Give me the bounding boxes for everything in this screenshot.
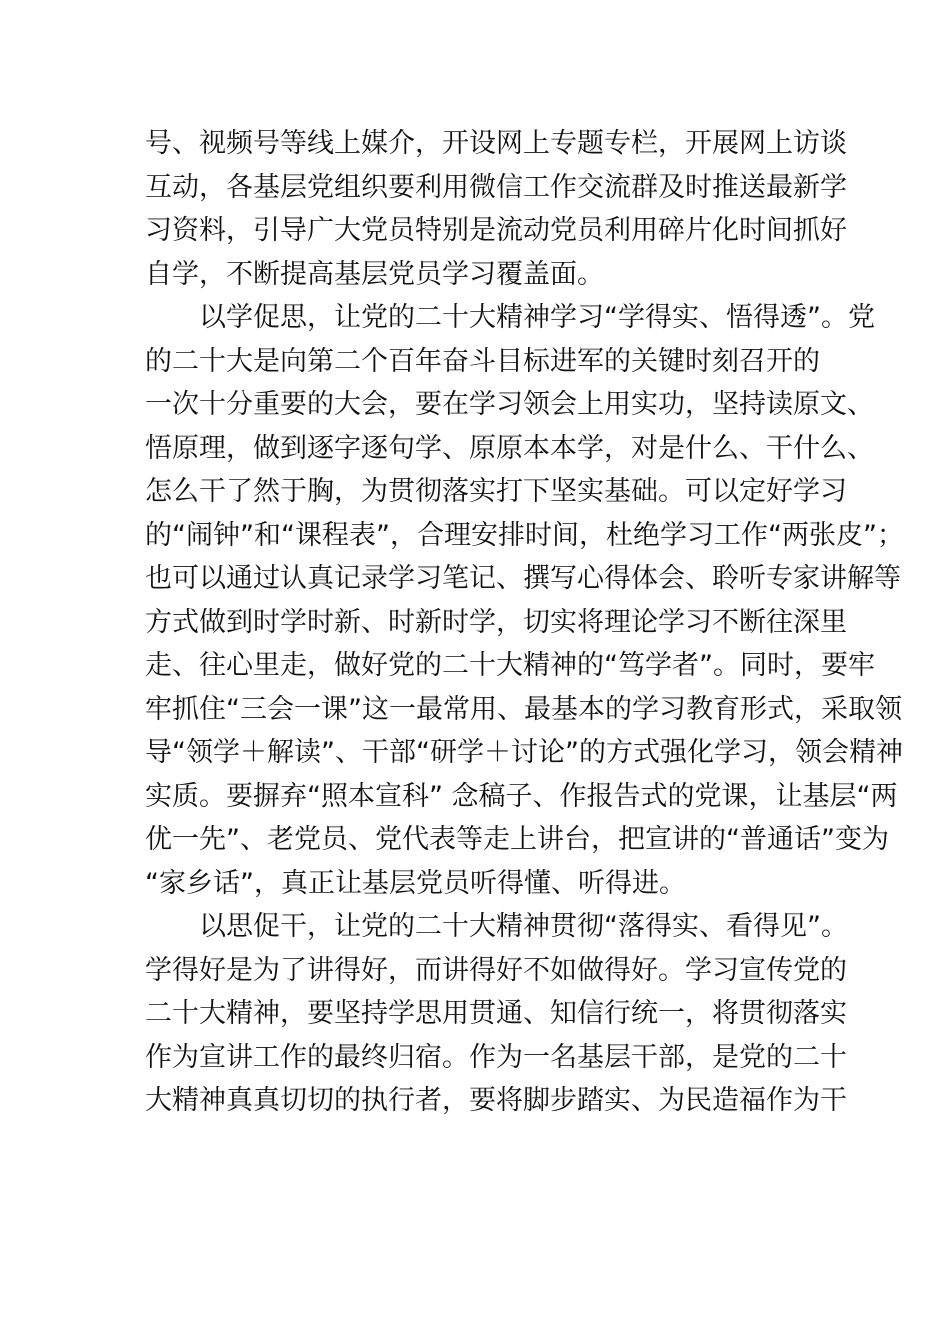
text-line: 学得好是为了讲得好，而讲得好不如做得好。学习宣传党的 [145,954,847,986]
text-line: 牢抓住“三会一课”这一最常用、最基本的学习教育形式，采取领 [145,693,902,725]
text-line: 互动，各基层党组织要利用微信工作交流群及时推送最新学 [145,171,847,203]
paragraph-heading-line: 以学促思，让党的二十大精神学习“学得实、悟得透”。党 [199,302,875,333]
text-line: 也可以通过认真记录学习笔记、撰写心得体会、聆听专家讲解等 [145,563,901,594]
text-line: 号、视频号等线上媒介，开设网上专题专栏，开展网上访谈 [145,128,847,159]
text-line: “家乡话”，真正让基层党员听得懂、听得进。 [145,867,686,899]
text-line: 作为宣讲工作的最终归宿。作为一名基层干部，是党的二十 [145,1041,847,1073]
text-line: 方式做到时学时新、时新时学，切实将理论学习不断往深里 [145,606,847,638]
document-body [145,122,904,1123]
text-line: 自学，不断提高基层党员学习覆盖面。 [145,258,604,290]
text-line: 习资料，引导广大党员特别是流动党员利用碎片化时间抓好 [145,215,847,246]
text-line: 大精神真真切切的执行者，要将脚步踏实、为民造福作为干 [145,1085,847,1116]
text-line: 的“闹钟”和“课程表”，合理安排时间，杜绝学习工作“两张皮”； [145,519,904,551]
text-line: 二十大精神，要坚持学思用贯通、知信行统一，将贯彻落实 [145,998,847,1029]
text-line: 悟原理，做到逐字逐句学、原原本本学，对是什么、干什么、 [145,432,874,464]
text-line: 优一先”、老党员、党代表等走上讲台，把宣讲的“普通话”变为 [145,824,889,855]
text-line: 实质。要摒弃“照本宣科” 念稿子、作报告式的党课，让基层“两 [145,780,898,812]
text-line: 走、往心里走，做好党的二十大精神的“笃学者”。同时，要牢 [145,650,875,681]
text-line: 怎么干了然于胸，为贯彻落实打下坚实基础。可以定好学习 [145,476,847,507]
text-line: 的二十大是向第二个百年奋斗目标进军的关键时刻召开的 [145,345,820,377]
paragraph-heading-line: 以思促干，让党的二十大精神贯彻“落得实、看得见”。 [199,911,848,942]
text-line: 一次十分重要的大会，要在学习领会上用实功，坚持读原文、 [145,389,874,420]
text-line: 导“领学＋解读”、干部“研学＋讨论”的方式强化学习，领会精神 [145,737,903,768]
